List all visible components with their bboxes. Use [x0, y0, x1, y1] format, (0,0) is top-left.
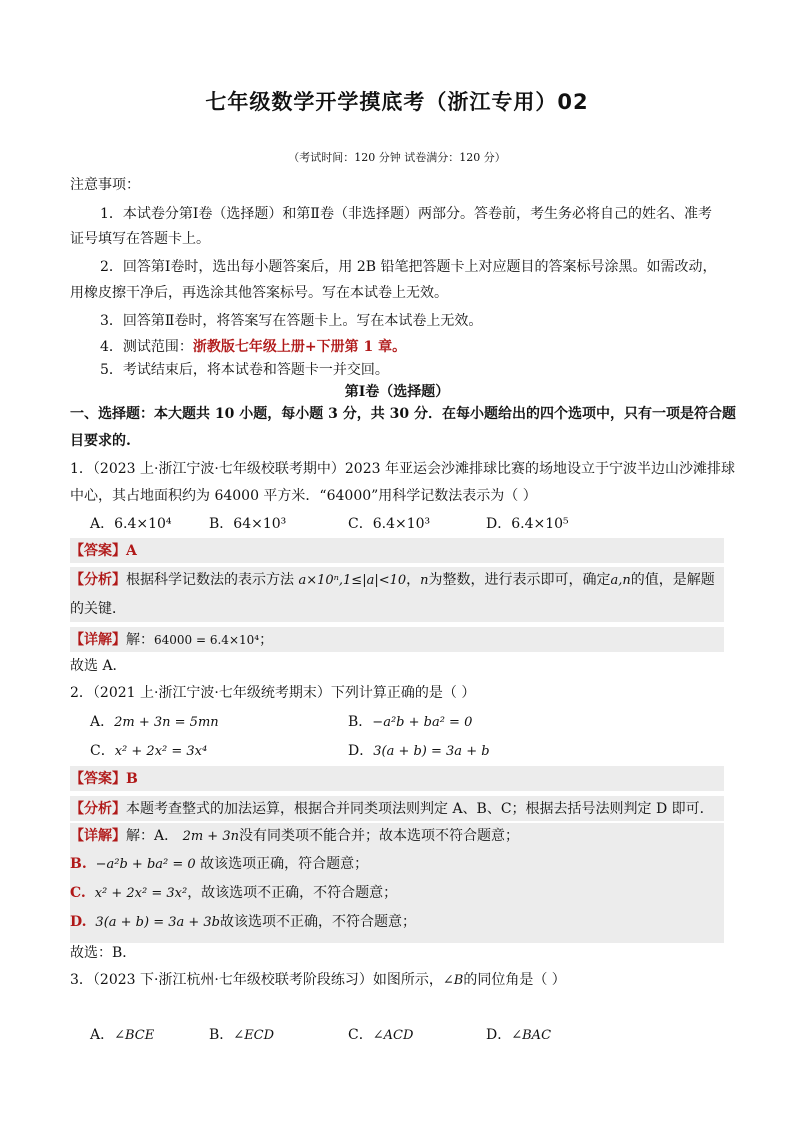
- q2-analysis: [70, 799, 714, 819]
- q3-stem-suffix: 的同位角是（ ）: [463, 972, 566, 988]
- q2-detail-formula: 2m + 3n: [182, 829, 239, 844]
- q2-option-d-formula: 3(a + b) = 3a + b: [373, 744, 490, 759]
- q2-option-b-label: B．: [348, 714, 373, 730]
- q1-stem-a: 1．（2023 上·浙江宁波·七年级校联考期中）2023 年亚运会沙滩排球比赛的场地设立于宁波半边山沙滩排球: [70, 461, 735, 477]
- page-title: 七年级数学开学摸底考（浙江专用）02: [205, 90, 589, 114]
- notice-item-4-prefix: 4．测试范围：: [100, 339, 193, 355]
- detail-label: 【详解】: [70, 828, 126, 844]
- q1-analysis-text-2: ，: [406, 572, 421, 588]
- q3-option-d-angle: ∠BAC: [511, 1028, 552, 1043]
- q1-analysis-var-n: n: [420, 573, 429, 588]
- detail-label: 【详解】: [70, 632, 126, 648]
- q3-option-c-angle: ∠ACD: [372, 1028, 414, 1043]
- q2-option-d: [348, 740, 490, 760]
- q2-answer: [70, 769, 138, 789]
- q2-option-a: [90, 711, 219, 731]
- q2-detail-b-label: B.: [70, 856, 87, 872]
- q2-detail-c-formula: x² + 2x² = 3x²: [94, 886, 188, 901]
- notice-item-3: 3．回答第Ⅱ卷时，将答案写在答题卡上。写在本试卷上无效。: [100, 313, 483, 329]
- q3-option-a-label: A．: [90, 1027, 115, 1043]
- q2-option-b-formula: −a²b + ba² = 0: [372, 715, 473, 730]
- q1-analysis-var-an: a,n: [610, 573, 631, 588]
- q3-option-d-label: D．: [486, 1027, 512, 1043]
- q3-stem: [70, 970, 566, 991]
- q1-option-d: D．6.4×10⁵: [486, 516, 569, 532]
- q3-stem-prefix: 3．（2023 下·浙江杭州·七年级校联考阶段练习）如图所示，: [70, 972, 443, 988]
- answer-label: 【答案】: [70, 543, 126, 559]
- q2-option-a-formula: 2m + 3n = 5mn: [114, 715, 219, 730]
- q2-detail-d: [70, 912, 416, 933]
- q1-detail: [70, 630, 273, 650]
- q1-answer-value: A: [126, 543, 137, 559]
- q3-option-c-label: C．: [348, 1027, 373, 1043]
- notice-item-1b: 证号填写在答题卡上。: [70, 231, 210, 247]
- q2-detail-b: [70, 854, 368, 875]
- q1-detail-prefix: 解：: [126, 632, 154, 648]
- q2-detail-d-label: D.: [70, 914, 87, 930]
- notice-item-1a: 1．本试卷分第Ⅰ卷（选择题）和第Ⅱ卷（非选择题）两部分。答卷前，考生务必将自己的姓名、准考: [100, 206, 712, 222]
- q2-option-b: [348, 711, 472, 731]
- q2-detail-prefix: 解：A．: [126, 828, 179, 844]
- q1-detail-suffix: ；: [259, 632, 274, 648]
- q3-option-c: [348, 1024, 413, 1044]
- answer-label: 【答案】: [70, 771, 126, 787]
- q1-option-c: C．6.4×10³: [348, 516, 431, 532]
- section-heading: 第Ⅰ卷（选择题）: [344, 384, 450, 400]
- q2-detail-c-text: ，故该选项不正确，不符合题意；: [187, 885, 398, 901]
- q2-option-d-label: D．: [348, 743, 374, 759]
- q1-analysis-text-1: 根据科学记数法的表示方法: [126, 572, 294, 588]
- q2-option-c-label: C．: [90, 743, 115, 759]
- q3-option-b-angle: ∠ECD: [233, 1028, 275, 1043]
- q1-analysis-text-3: 为整数，进行表示即可，确定: [428, 572, 611, 588]
- exam-info: （考试时间：120 分钟 试卷满分：120 分）: [288, 151, 506, 164]
- q1-option-a: A．6.4×10⁴: [90, 516, 172, 532]
- q1-option-b: B．64×10³: [209, 516, 287, 532]
- q1-answer-shade: [70, 538, 724, 563]
- q1-stem-b: 中心，其占地面积约为 64000 平方米．“64000”用科学记数法表示为（ ）: [70, 488, 537, 504]
- q1-answer: [70, 541, 137, 561]
- q2-detail-b-formula: −a²b + ba² = 0: [95, 857, 196, 872]
- q2-detail: [70, 826, 519, 847]
- analysis-label: 【分析】: [70, 801, 126, 817]
- q2-conclusion: 故选：B．: [70, 945, 137, 961]
- q3-option-a: [90, 1024, 154, 1044]
- q2-detail-suffix: 没有同类项不能合并；故本选项不符合题意；: [238, 828, 519, 844]
- q2-answer-shade: [70, 766, 724, 791]
- q2-analysis-text: 本题考查整式的加法运算，根据合并同类项法则判定 A、B、C；根据去括号法则判定 D 即可．: [126, 801, 714, 817]
- q2-option-a-label: A．: [90, 714, 115, 730]
- q1-analysis-a: [70, 570, 715, 591]
- test-scope: 浙教版七年级上册+下册第 1 章。: [192, 339, 407, 355]
- notice-heading: 注意事项：: [70, 177, 140, 193]
- q2-detail-b-text: 故该选项正确，符合题意；: [200, 856, 369, 872]
- notice-item-2b: 用橡皮擦干净后，再选涂其他答案标号。写在本试卷上无效。: [70, 285, 448, 301]
- q3-stem-angle: ∠B: [442, 973, 464, 988]
- q2-option-c-formula: x² + 2x² = 3x⁴: [114, 744, 208, 759]
- section-intro-a: 一、选择题：本大题共 10 小题，每小题 3 分，共 30 分．在每小题给出的四个选项中，只有一项是符合题: [70, 406, 736, 422]
- q2-stem: 2．（2021 上·浙江宁波·七年级统考期末）下列计算正确的是（ ）: [70, 685, 476, 701]
- notice-item-4: [100, 337, 406, 357]
- q3-option-d: [486, 1024, 551, 1044]
- q2-detail-c-label: C.: [70, 885, 86, 901]
- q1-analysis-formula: a×10ⁿ,1≤|a|<10: [298, 573, 407, 588]
- q2-option-c: [90, 740, 207, 760]
- analysis-label: 【分析】: [70, 572, 126, 588]
- q2-detail-d-text: 故该选项不正确，不符合题意；: [220, 914, 416, 930]
- section-intro-b: 目要求的.: [70, 433, 131, 449]
- q3-option-b-label: B．: [209, 1027, 234, 1043]
- q2-detail-d-formula: 3(a + b) = 3a + 3b: [95, 915, 220, 930]
- q3-option-b: [209, 1024, 274, 1044]
- notice-item-5: 5．考试结束后，将本试卷和答题卡一并交回。: [100, 362, 389, 378]
- q1-analysis-b: 的关键．: [70, 601, 126, 617]
- q2-answer-value: B: [126, 771, 138, 787]
- notice-item-2a: 2．回答第Ⅰ卷时，选出每小题答案后，用 2B 铅笔把答题卡上对应题目的答案标号涂黑。如需改动，: [100, 259, 717, 275]
- q1-conclusion: 故选 A．: [70, 658, 127, 674]
- q3-option-a-angle: ∠BCE: [114, 1028, 155, 1043]
- q2-detail-c: [70, 883, 397, 904]
- q1-analysis-text-4: 的值，是解题: [630, 572, 715, 588]
- q1-detail-formula: 64000 = 6.4×10⁴: [154, 633, 260, 647]
